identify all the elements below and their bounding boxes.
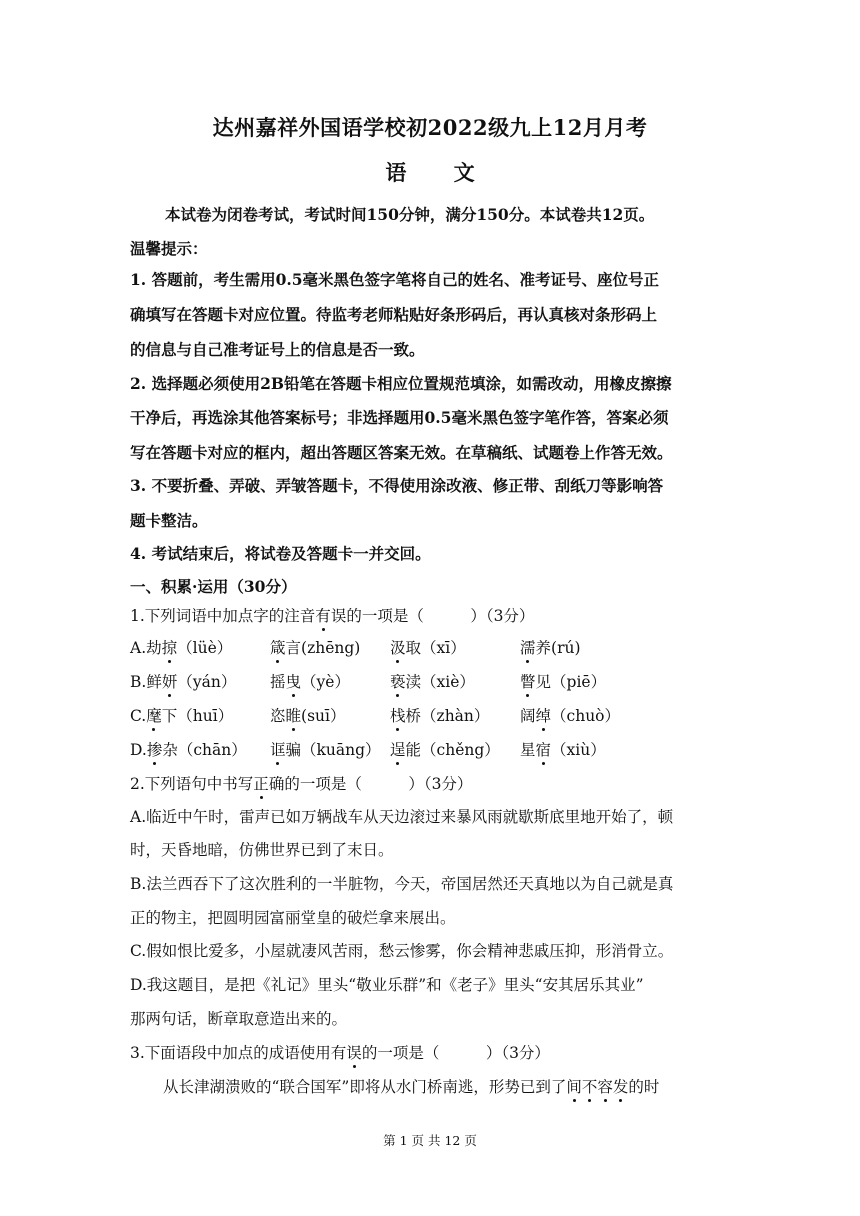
q1-option-c-word-1: [130, 704, 233, 726]
q1-pinyin: （huī）: [177, 707, 234, 725]
q1-pinyin: （chěng）: [421, 741, 500, 759]
q1-option-label: A.: [130, 639, 147, 657]
q2-option-b-line-2: 正的物主，把圆明园富丽堂皇的破烂拿来展出。: [130, 909, 456, 927]
q3-passage-part-a: 从长津湖溃败的“联合国军”即将从水门桥南逃，形势已到了: [163, 1078, 567, 1096]
q1-option-label: D.: [130, 741, 147, 759]
q1-character: 妍: [162, 670, 178, 692]
q1-pinyin: （chuò）: [551, 707, 621, 725]
q2-option-d-line-1: D.我这题目，是把《礼记》里头“敬业乐群”和《老子》里头“安其居乐其业”: [130, 976, 644, 994]
tip-1-line-3: 的信息与自己准考证号上的信息是否一致。: [130, 340, 425, 359]
q1-pinyin: （kuāng）: [301, 741, 381, 759]
q1-pinyin: （xī）: [421, 639, 466, 657]
tip-3-line-2: 题卡整洁。: [130, 511, 208, 530]
q1-pinyin: （xiù）: [551, 741, 606, 759]
q1-pinyin: (zhēng): [301, 639, 361, 657]
q3-idiom-character: 容: [597, 1075, 613, 1097]
q1-character: 摇: [270, 673, 286, 691]
question-2-stem: [130, 772, 735, 794]
q1-character: 曳: [286, 670, 302, 692]
q1-character: 掺: [147, 738, 163, 760]
q2-option-d-line-2: 那两句话，断章取意造出来的。: [130, 1010, 348, 1028]
q1-character: 恣: [270, 707, 286, 725]
q1-option-c-word-4: [520, 704, 620, 726]
q1-character: 睢: [286, 704, 302, 726]
q1-character: 绰: [536, 704, 552, 726]
q3-stem-part-b: 的一项是（ ）（3分）: [361, 1044, 550, 1062]
q1-character: 宿: [536, 738, 552, 760]
q1-character: 诓: [270, 738, 286, 760]
q3-stem-dotted: 误: [346, 1041, 362, 1063]
q1-pinyin: (rú): [551, 639, 581, 657]
q2-stem-part-b: 确的一项是（ ）（3分）: [268, 775, 473, 793]
q1-option-c-word-2: [270, 704, 345, 726]
exam-title: 达州嘉祥外国语学校初2022级九上12月月考: [212, 115, 648, 140]
q1-option-a-word-4: [520, 636, 581, 658]
q2-option-c: C.假如恨比爱多，小屋就凄风苦雨，愁云惨雾，你会精神悲戚压抑，形消骨立。: [130, 942, 674, 960]
q2-option-b-line-1: B.法兰西吞下了这次胜利的一半脏物，今天，帝国居然还天真地以为自己就是真: [130, 875, 674, 893]
q1-option-b-word-3: [390, 670, 475, 692]
q2-stem-dotted: 正: [253, 772, 269, 794]
q1-character: 桥: [405, 707, 422, 725]
q1-character: 言: [285, 639, 302, 657]
q1-character: 亵: [390, 670, 406, 692]
q1-option-d-word-2: [270, 738, 381, 760]
q1-pinyin: (suī）: [301, 707, 346, 725]
q1-option-d-word-1: [130, 738, 247, 760]
q1-option-c-word-3: [390, 704, 489, 726]
q1-character: 杂: [162, 741, 178, 759]
tip-1-line-2: 确填写在答题卡对应位置。待监考老师粘贴好条形码后，再认真核对条形码上: [130, 305, 658, 324]
q1-character: 濡: [520, 636, 536, 658]
q2-stem-part-a: 2.下列语句中书写: [130, 775, 254, 793]
exam-intro: 本试卷为闭卷考试，考试时间150分钟，满分150分。本试卷共12页。: [165, 205, 655, 224]
q1-character: 阔: [520, 707, 536, 725]
q3-idiom-character: 不: [582, 1075, 598, 1097]
subject-title: 语 文: [385, 160, 495, 185]
q1-character: 渎: [405, 673, 422, 691]
q1-character: 劫: [146, 639, 162, 657]
q1-pinyin: （piē）: [551, 673, 607, 691]
q1-character: 栈: [390, 704, 406, 726]
tip-2-line-1: 2. 选择题必须使用2B铅笔在答题卡相应位置规范填涂，如需改动，用橡皮擦擦: [130, 374, 672, 393]
q3-idiom-character: 发: [613, 1075, 629, 1097]
q2-option-a-line-2: 时，天昏地暗，仿佛世界已到了末日。: [130, 841, 394, 859]
section-1-heading: 一、积累·运用（30分）: [130, 577, 297, 596]
question-1-stem: [130, 604, 735, 626]
q1-pinyin: （xiè）: [421, 673, 475, 691]
tip-1-line-1: 1. 答题前，考生需用0.5毫米黑色签字笔将自己的姓名、准考证号、座位号正: [130, 270, 660, 289]
q3-passage-idiom: [566, 1078, 628, 1096]
q1-option-label: B.: [130, 673, 147, 691]
q1-character: 养: [535, 639, 552, 657]
q1-option-d-word-3: [390, 738, 500, 760]
q1-option-a-word-3: [390, 636, 466, 658]
tips-heading: 温馨提示：: [130, 239, 208, 258]
tip-2-line-3: 写在答题卡对应的框内，超出答题区答案无效。在草稿纸、试题卷上作答无效。: [130, 443, 673, 462]
tip-4: 4. 考试结束后，将试卷及答题卡一并交回。: [130, 544, 431, 563]
q1-character: 见: [535, 673, 552, 691]
q1-stem-part-b: 误的一项是（ ）（3分）: [330, 607, 535, 625]
q1-pinyin: （lüè）: [177, 639, 233, 657]
q1-pinyin: （zhàn）: [421, 707, 490, 725]
q1-character: 能: [405, 741, 422, 759]
q1-character: 逞: [390, 738, 406, 760]
q1-pinyin: （yè）: [301, 673, 350, 691]
q1-option-b-word-2: [270, 670, 350, 692]
q1-option-b-word-1: [130, 670, 236, 692]
q3-idiom-character: 间: [566, 1075, 582, 1097]
q1-option-a-word-2: [270, 636, 360, 658]
q1-character: 瞥: [520, 670, 536, 692]
q1-character: 掠: [162, 636, 178, 658]
q1-character: 箴: [270, 636, 286, 658]
q1-stem-part-a: 1.下列词语中加点字的注音: [130, 607, 316, 625]
question-3-stem: [130, 1041, 735, 1063]
q1-character: 取: [405, 639, 422, 657]
q1-character: 麾: [146, 704, 162, 726]
q1-option-b-word-4: [520, 670, 606, 692]
q1-character: 汲: [390, 636, 406, 658]
q1-option-label: C.: [130, 707, 147, 725]
q2-option-a-line-1: A.临近中午时，雷声已如万辆战车从天边滚过来暴风雨就歇斯底里地开始了，顿: [130, 808, 674, 826]
tip-2-line-2: 干净后，再选涂其他答案标号；非选择题用0.5毫米黑色签字笔作答，答案必须: [130, 408, 669, 427]
q1-character: 星: [520, 741, 536, 759]
q1-character: 骗: [285, 741, 302, 759]
q1-option-a-word-1: [130, 636, 232, 658]
page-footer: 第 1 页 共 12 页: [383, 1133, 477, 1148]
q3-stem-part-a: 3.下面语段中加点的成语使用有: [130, 1044, 347, 1062]
q3-passage-line-1: [163, 1075, 738, 1097]
q1-pinyin: （chān）: [177, 741, 247, 759]
q1-stem-dotted: 有: [315, 604, 331, 626]
tip-3-line-1: 3. 不要折叠、弄破、弄皱答题卡，不得使用涂改液、修正带、刮纸刀等影响答: [130, 476, 664, 495]
q1-character: 下: [161, 707, 178, 725]
q3-passage-part-b: 的时: [628, 1078, 660, 1096]
q1-pinyin: （yán）: [177, 673, 237, 691]
q1-option-d-word-4: [520, 738, 606, 760]
q1-character: 鲜: [146, 673, 162, 691]
